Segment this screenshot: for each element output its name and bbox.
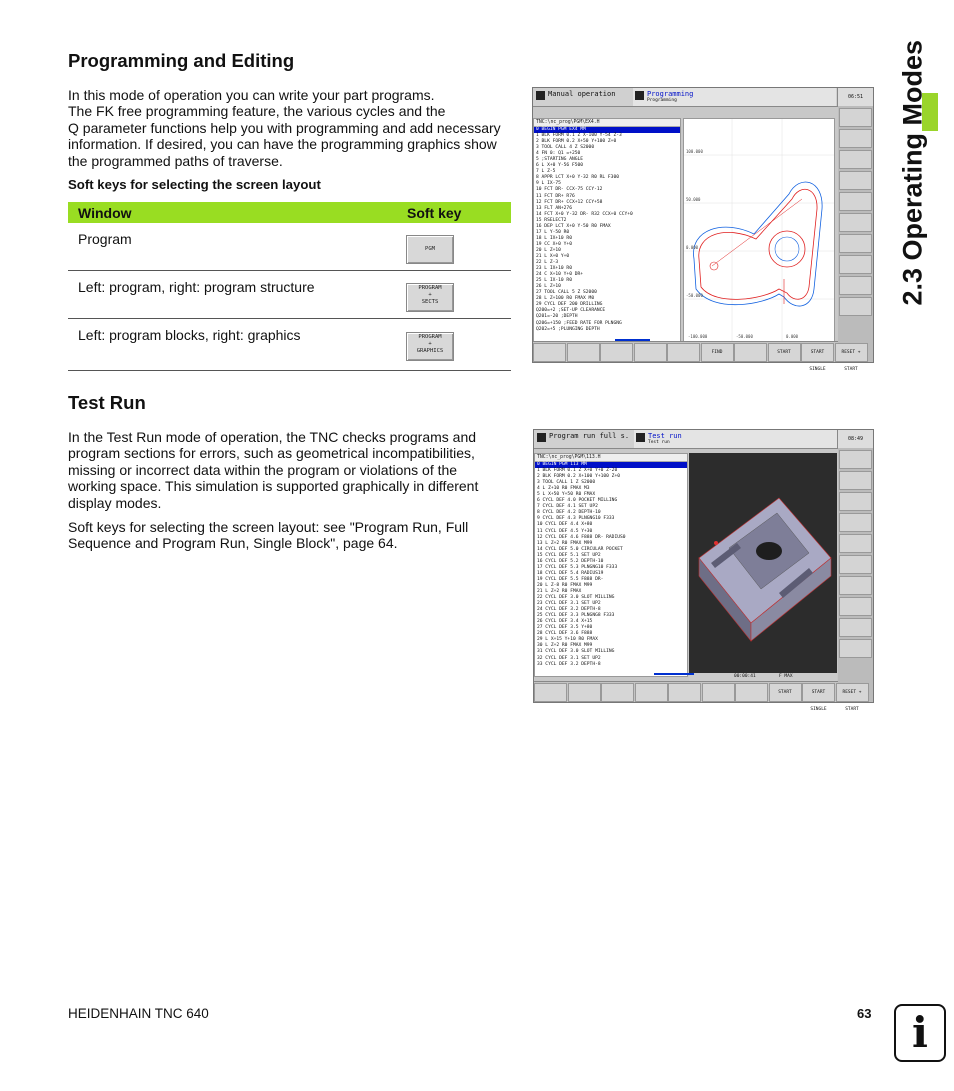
program-line[interactable]: 32 CYCL DEF 3.1 SET UP2: [537, 655, 601, 661]
screen-softkey[interactable]: START: [768, 343, 801, 362]
mode-left: Program run full s.: [549, 432, 630, 440]
graphics-window: [683, 118, 835, 342]
window-label: Left: program, right: program structure: [78, 279, 315, 295]
axis-y-label: 100.000: [686, 149, 703, 154]
program-line[interactable]: 24 CYCL DEF 3.2 DEPTH-8: [537, 607, 601, 613]
program-line[interactable]: 2 BLK FORM 0.2 X+50 Y+100 Z+0: [536, 139, 617, 145]
program-line[interactable]: 7 L Z-5: [536, 169, 556, 175]
program-line[interactable]: 29 L X+15 Y+10 R0 FMAX: [537, 637, 598, 643]
program-line[interactable]: 26 CYCL DEF 3.4 X+15: [537, 619, 593, 625]
program-line[interactable]: 25 L IX-10 R0: [536, 278, 572, 284]
program-line[interactable]: Q206=+150 ;FEED RATE FOR PLNGNG: [536, 320, 622, 326]
program-line[interactable]: 10 CYCL DEF 4.4 X+80: [537, 522, 593, 528]
program-sects-softkey[interactable]: PROGRAM + SECTS: [406, 283, 454, 312]
mode-right-sub: Test run: [648, 440, 670, 445]
program-lines: [535, 462, 687, 668]
screen-softkey[interactable]: [734, 343, 767, 362]
section-heading-programming: Programming and Editing: [68, 50, 295, 71]
program-line[interactable]: Q202=+5 ;PLUNGING DEPTH: [536, 326, 600, 332]
program-line[interactable]: 29 CYCL DEF 200 DRILLING: [536, 302, 603, 308]
screen-titlebar: [533, 88, 838, 107]
para-line: information. If desired, you can have the programming graphics show: [68, 136, 497, 153]
para-line: program sections for errors, such as geometrical incompatibilities,: [68, 445, 475, 462]
screen-softkey[interactable]: START: [769, 683, 802, 702]
col-softkey: Soft key: [407, 205, 462, 221]
program-line[interactable]: 12 CYCL DEF 4.6 F888 DR- RADIUS0: [537, 534, 626, 540]
footer-product: HEIDENHAIN TNC 640: [68, 1006, 209, 1021]
softkey-table: [68, 202, 511, 371]
softkey-row: [533, 341, 861, 372]
program-line[interactable]: 9 L IX-75: [536, 181, 561, 187]
program-window[interactable]: [533, 118, 681, 342]
program-line[interactable]: 20 L Z+10: [536, 247, 561, 253]
test-run-screenshot: [533, 429, 874, 712]
para-line: the programmed paths of traverse.: [68, 152, 283, 169]
para-line: working space. This simulation is supported graphically in different: [68, 478, 479, 495]
program-line[interactable]: 13 FLT AN+276: [536, 205, 572, 211]
clock: 08:49: [837, 430, 873, 448]
screen-softkey[interactable]: START SINGLE: [801, 343, 834, 362]
run-time: 00:00:41: [734, 674, 756, 679]
program-line[interactable]: 6 CYCL DEF 4.0 POCKET MILLING: [537, 498, 618, 504]
program-line[interactable]: 22 L Z-3: [536, 260, 559, 266]
axis-y-label: -50.000: [686, 293, 703, 298]
program-line[interactable]: 0 BEGIN PGM EX4 MM: [534, 127, 680, 133]
program-line[interactable]: 4 FN 0: Q1 =+250: [536, 151, 581, 157]
screen-softkey[interactable]: [667, 343, 700, 362]
axis-x-label: -100.000: [688, 334, 708, 339]
info-icon: i: [894, 1004, 946, 1062]
program-graphics-softkey[interactable]: PROGRAM + GRAPHICS: [406, 332, 454, 361]
program-line[interactable]: 19 CC X+0 Y+0: [536, 241, 572, 247]
program-line[interactable]: 12 FCT DR+ CCX+12 CCY+58: [536, 199, 603, 205]
program-line[interactable]: 0 BEGIN PGM 113 MM: [535, 462, 687, 468]
screen-softkey[interactable]: RESET + START: [836, 683, 869, 702]
feed-rate: F MAX: [779, 674, 793, 679]
mode-right: Programming: [647, 90, 694, 98]
program-line[interactable]: 30 L Z+2 R0 FMAX M99: [537, 643, 593, 649]
program-line[interactable]: 28 L Z+100 R0 FMAX M0: [536, 296, 595, 302]
chapter-side-title: 2.3 Operating Modes: [897, 39, 928, 306]
program-line[interactable]: 17 L Y-50 R0: [536, 229, 570, 235]
program-line[interactable]: 11 CYCL DEF 4.5 Y+30: [537, 528, 593, 534]
program-line[interactable]: 10 FCT DR- CCX-75 CCY-12: [536, 187, 603, 193]
window-label: Left: program blocks, right: graphics: [78, 327, 301, 343]
program-line[interactable]: 3 TOOL CALL 1 Z S2000: [537, 480, 596, 486]
screen-softkey[interactable]: [635, 683, 668, 702]
section-heading-test-run: Test Run: [68, 392, 146, 413]
table-row: [68, 319, 511, 371]
axis-x-label: 0.000: [786, 334, 799, 339]
program-line[interactable]: 28 CYCL DEF 3.6 F888: [537, 631, 593, 637]
table-row: [68, 223, 511, 271]
progress-indicator: [654, 673, 694, 675]
program-line[interactable]: Q200=+2 ;SET-UP CLEARANCE: [536, 308, 606, 314]
programming-mode-icon: [635, 91, 644, 100]
para-line: missing or incorrect data within the program or violations of the: [68, 461, 458, 478]
para-line: In the Test Run mode of operation, the TNC checks programs and: [68, 429, 477, 445]
axis-x-label: -50.000: [736, 334, 753, 339]
para-line: Sequence and Program Run, Single Block", page 64.: [68, 535, 398, 552]
screen-softkey[interactable]: [668, 683, 701, 702]
program-line[interactable]: 11 FCT DR+ R76: [536, 193, 575, 199]
col-window: Window: [78, 205, 132, 221]
screen-softkey[interactable]: [634, 343, 667, 362]
screen-softkey[interactable]: [600, 343, 633, 362]
program-line[interactable]: 3 TOOL CALL 4 Z S2000: [536, 145, 595, 151]
screen-softkey[interactable]: [702, 683, 735, 702]
program-line[interactable]: 16 CYCL DEF 5.2 DEPTH-10: [537, 558, 604, 564]
table-header: [68, 202, 511, 223]
screen-softkey[interactable]: [533, 343, 566, 362]
para-line: display modes.: [68, 494, 162, 511]
status-line: [689, 673, 837, 681]
page-number: 63: [857, 1006, 872, 1021]
screen-softkey[interactable]: [567, 343, 600, 362]
programming-screenshot: [532, 87, 874, 372]
program-line[interactable]: 17 CYCL DEF 5.3 PLNGNG10 F333: [537, 564, 618, 570]
program-line[interactable]: 25 CYCL DEF 3.3 PLNGNG8 F333: [537, 613, 615, 619]
para-line: Soft keys for selecting the screen layout: see "Program Run, Full: [68, 519, 469, 535]
program-line[interactable]: 27 CYCL DEF 3.5 Y+80: [537, 625, 593, 631]
screen-titlebar: [534, 430, 838, 449]
program-line[interactable]: 26 L Z+10: [536, 284, 561, 290]
screen-softkey[interactable]: [568, 683, 601, 702]
program-line[interactable]: 33 CYCL DEF 3.2 DEPTH-8: [537, 661, 601, 667]
program-line[interactable]: 22 CYCL DEF 3.0 SLOT MILLING: [537, 595, 615, 601]
program-line[interactable]: 18 CYCL DEF 5.4 RADIUS19: [537, 570, 604, 576]
program-path: TNC:\nc_prog\PGM\113.H: [535, 454, 687, 462]
program-line[interactable]: 14 CYCL DEF 5.0 CIRCULAR POCKET: [537, 546, 623, 552]
pgm-softkey[interactable]: PGM: [406, 235, 454, 264]
softkeys-subheading: Soft keys for selecting the screen layout: [68, 177, 321, 192]
para-line: The FK free programming feature, the various cycles and the: [68, 103, 446, 120]
program-line[interactable]: 21 L Z+2 R0 FMAX: [537, 588, 582, 594]
program-line[interactable]: 15 RSELECT2: [536, 217, 567, 223]
softkey-row: [534, 681, 862, 712]
window-label: Program: [78, 231, 132, 247]
screen-softkey[interactable]: RESET + START: [835, 343, 868, 362]
program-line[interactable]: 15 CYCL DEF 5.1 SET UP2: [537, 552, 601, 558]
contour-graphic: [684, 119, 834, 341]
mode-right: Test run: [648, 432, 682, 440]
program-line[interactable]: 19 CYCL DEF 5.5 F888 DR-: [537, 576, 604, 582]
workpiece-3d-graphic: [689, 453, 837, 673]
program-line[interactable]: 5 L X+50 Y+50 R0 FMAX: [537, 492, 596, 498]
program-line[interactable]: 27 TOOL CALL 5 Z S2000: [536, 290, 597, 296]
program-line[interactable]: 18 L IX+10 R0: [536, 235, 572, 241]
program-line[interactable]: 6 L X+0 Y-56 F500: [536, 163, 584, 169]
mode-right-sub: Programming: [647, 98, 677, 103]
program-line[interactable]: 21 L X+0 Y+0: [536, 253, 570, 259]
mode-left: Manual operation: [548, 90, 616, 98]
program-line[interactable]: 13 L Z+2 R0 FMAX M99: [537, 540, 593, 546]
test-run-paragraph: [68, 429, 518, 511]
program-line[interactable]: 9 CYCL DEF 4.3 PLNGNG10 F333: [537, 516, 615, 522]
program-line[interactable]: 1 BLK FORM 0.1 Z X+0 Y+0 Z-20: [537, 468, 618, 474]
program-lines: [534, 127, 680, 333]
program-line[interactable]: 1 BLK FORM 0.1 Z X-100 Y-54 Z-3: [536, 133, 622, 139]
program-line[interactable]: 23 CYCL DEF 3.1 SET UP2: [537, 601, 601, 607]
screen-softkey[interactable]: [534, 683, 567, 702]
simulation-window: [689, 453, 837, 673]
screen-softkey[interactable]: [735, 683, 768, 702]
vertical-softkeys: [838, 106, 873, 362]
vertical-softkeys: [838, 448, 873, 702]
program-line[interactable]: 14 FCT X+0 Y-32 DR- R32 CCX+0 CCY+0: [536, 211, 633, 217]
test-run-reference: [68, 519, 518, 552]
para-line: Q parameter functions help you with programming and add necessary: [68, 119, 501, 136]
axis-y-label: 0.000: [686, 245, 699, 250]
program-line[interactable]: 5 ;STARTING ANGLE: [536, 157, 584, 163]
para-line: In this mode of operation you can write your part programs.: [68, 87, 435, 103]
program-line[interactable]: 4 L Z+10 R0 FMAX M3: [537, 486, 590, 492]
table-row: [68, 271, 511, 319]
program-path: TNC:\nc_prog\PGM\EX4.H: [534, 119, 680, 127]
program-line[interactable]: 24 C X+10 Y+0 DR+: [536, 272, 584, 278]
screen-softkey[interactable]: START SINGLE: [802, 683, 835, 702]
program-line[interactable]: 2 BLK FORM 0.2 X+100 Y+100 Z+0: [537, 474, 620, 480]
program-line[interactable]: 7 CYCL DEF 4.1 SET UP2: [537, 504, 598, 510]
program-line[interactable]: 20 L Z-8 R0 FMAX M99: [537, 582, 593, 588]
axis-y-label: 50.000: [686, 197, 701, 202]
clock: 06:51: [837, 88, 873, 106]
program-window[interactable]: [534, 453, 688, 677]
program-line[interactable]: 16 DEP LCT X+0 Y-50 R0 FMAX: [536, 223, 611, 229]
test-run-icon: [636, 433, 645, 442]
program-run-icon: [537, 433, 546, 442]
program-line[interactable]: 8 CYCL DEF 4.2 DEPTH-10: [537, 510, 601, 516]
program-line[interactable]: 23 L IX+10 R0: [536, 266, 572, 272]
manual-mode-icon: [536, 91, 545, 100]
program-line[interactable]: 31 CYCL DEF 3.0 SLOT MILLING: [537, 649, 615, 655]
programming-paragraph: [68, 87, 518, 169]
program-line[interactable]: 8 APPR LCT X+0 Y-32 R0 RL F300: [536, 175, 619, 181]
screen-softkey[interactable]: FIND: [701, 343, 734, 362]
screen-softkey[interactable]: [601, 683, 634, 702]
program-line[interactable]: Q201=-20 ;DEPTH: [536, 314, 578, 320]
